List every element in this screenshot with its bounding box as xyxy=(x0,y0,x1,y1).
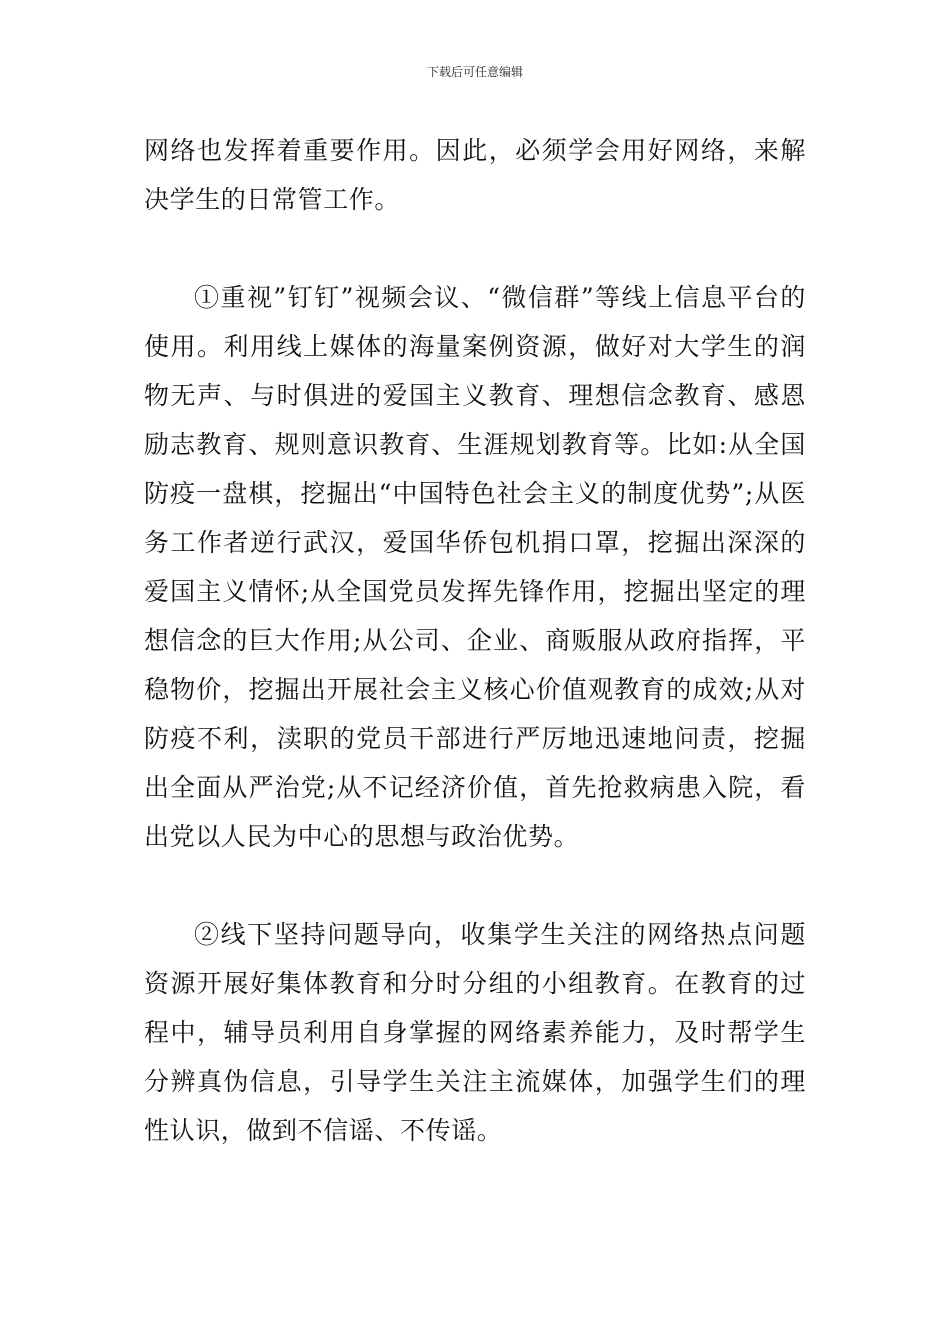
paragraph-offline-education: ②线下坚持问题导向，收集学生关注的网络热点问题资源开展好集体教育和分时分组的小组教育。在教育的过程中，辅导员利用自身掌握的网络素养能力，及时帮学生分辨真伪信息，引导学生关注主流媒体，加强学生们的理性认识，做到不信谣、不传谣。 xyxy=(144,920,806,1145)
paragraph-online-platforms: ①重视”钉钉”视频会议、“微信群”等线上信息平台的使用。利用线上媒体的海量案例资源，做好对大学生的润物无声、与时俱进的爱国主义教育、理想信念教育、感恩励志教育、规则意识教育、生涯规划教育等。比如:从全国防疫一盘棋，挖掘出“中国特色社会主义的制度优势”;从医务工作者逆行武汉，爱国华侨包机捐口罩，挖掘出深深的爱国主义情怀;从全国党员发挥先锋作用，挖掘出坚定的理想信念的巨大作用;从公司、企业、商贩服从政府指挥，平稳物价，挖掘出开展社会主义核心价值观教育的成效;从对防疫不利，渎职的党员干部进行严厉地迅速地问责，挖掘出全面从严治党;从不记经济价值，首先抢救病患入院，看出党以人民为中心的思想与政治优势。 xyxy=(144,283,806,851)
paragraph-gap xyxy=(144,224,806,273)
paragraph-gap xyxy=(144,861,806,910)
page-header: 下载后可任意编辑 xyxy=(426,65,523,79)
paragraph-continuation: 网络也发挥着重要作用。因此，必须学会用好网络，来解决学生的日常管工作。 xyxy=(144,136,806,214)
document-body xyxy=(144,126,806,1155)
